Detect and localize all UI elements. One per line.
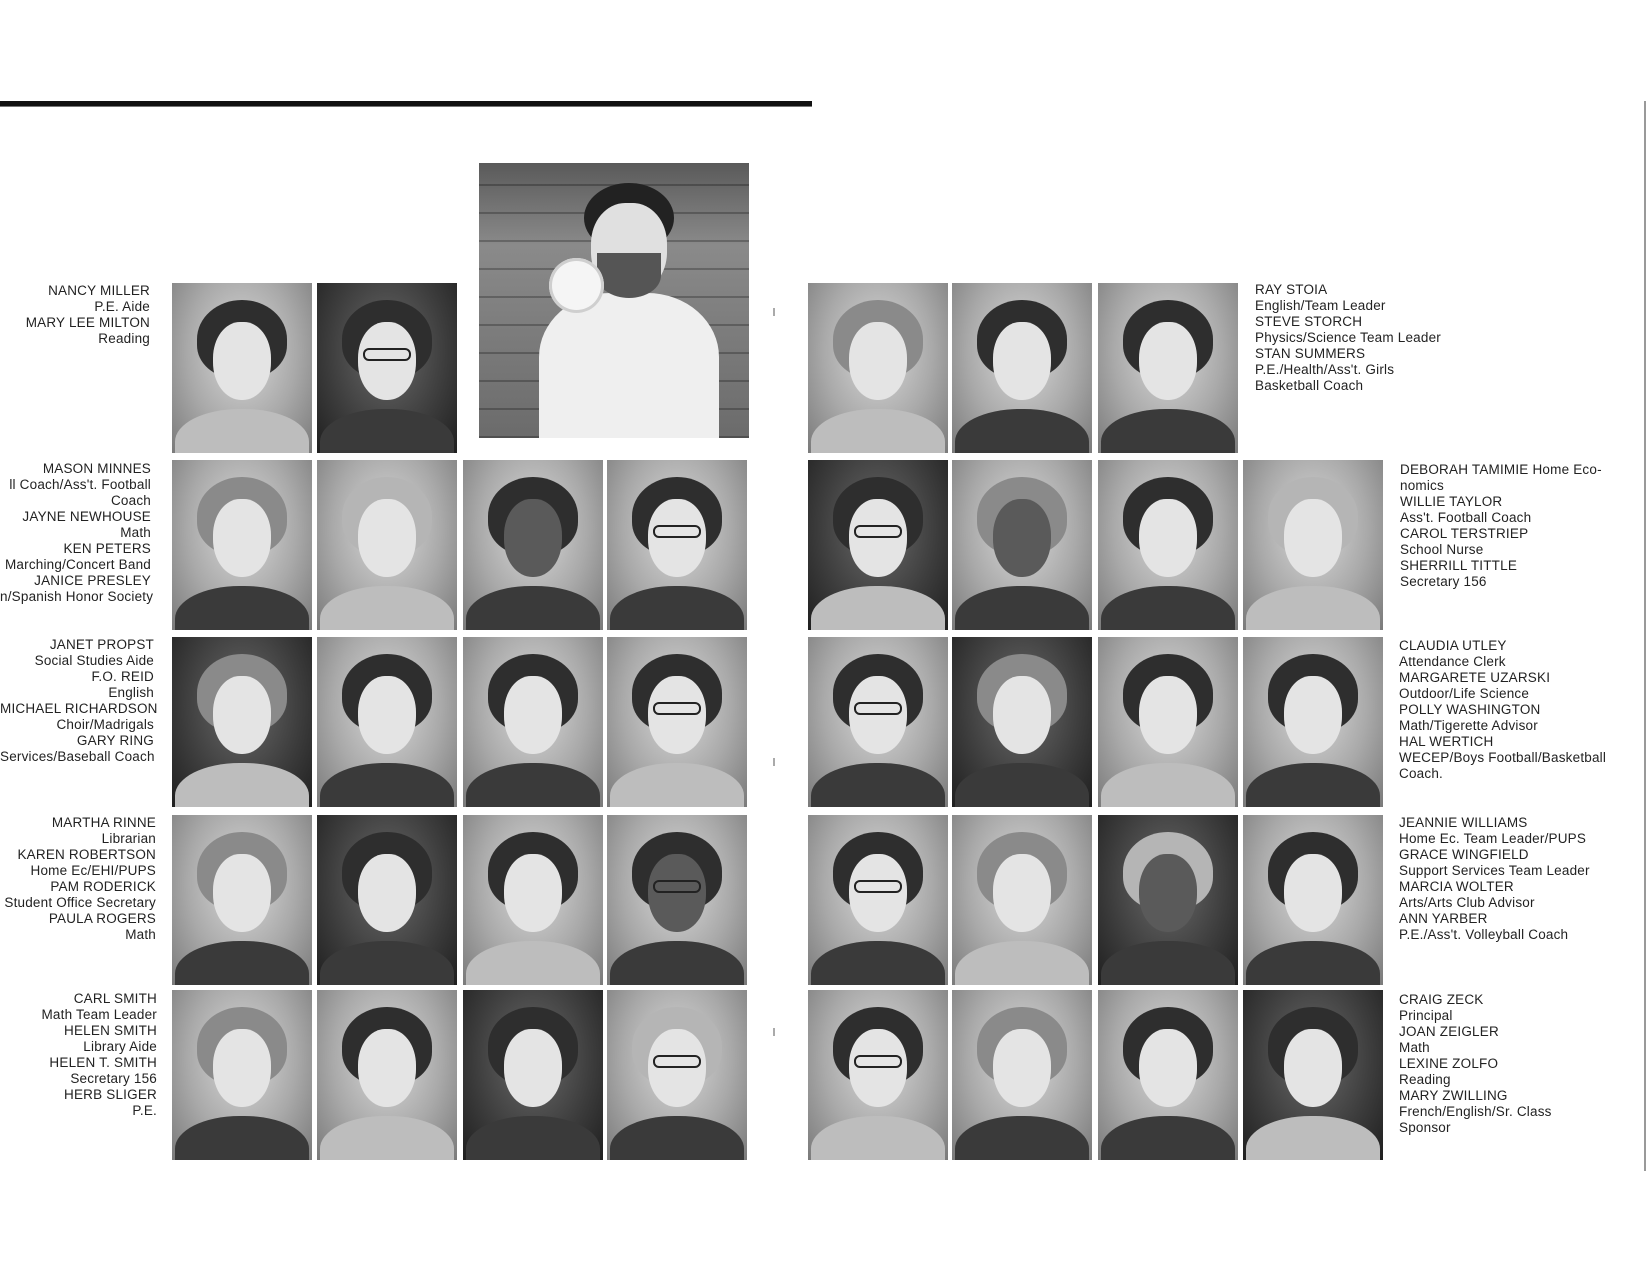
feature-photo — [479, 163, 749, 438]
caption-line: n/Spanish Honor Society — [0, 589, 154, 604]
portrait-photo — [1243, 815, 1383, 985]
caption-line: WECEP/Boys Football/Basketball — [1399, 750, 1607, 765]
portrait-photo — [317, 283, 457, 453]
caption-line: Reading — [1399, 1072, 1451, 1087]
gutter-mark — [773, 758, 775, 766]
caption-line: MARTHA RINNE — [51, 815, 156, 830]
caption-line: Librarian — [101, 831, 156, 846]
gutter-mark — [773, 308, 775, 316]
caption-line: Library Aide — [83, 1039, 157, 1054]
caption-line: NANCY MILLER — [48, 283, 150, 298]
portrait-photo — [952, 283, 1092, 453]
caption-block-right-row1 — [1255, 282, 1441, 394]
caption-line: MASON MINNES — [42, 461, 151, 476]
page-right-edge — [1644, 101, 1646, 1171]
caption-line: P.E./Ass't. Volleyball Coach — [1399, 927, 1569, 942]
flower-bouquet — [549, 258, 604, 313]
caption-line: STEVE STORCH — [1255, 314, 1363, 329]
caption-line: Coach. — [1399, 766, 1443, 781]
caption-line: CLAUDIA UTLEY — [1399, 638, 1507, 653]
caption-block-right-row3 — [1399, 638, 1606, 782]
caption-line: JAYNE NEWHOUSE — [22, 509, 151, 524]
portrait-photo — [172, 283, 312, 453]
caption-line: P.E./Health/Ass't. Girls — [1255, 362, 1395, 377]
portrait-photo — [172, 815, 312, 985]
caption-line: Marching/Concert Band — [4, 557, 151, 572]
caption-block-right-row4 — [1399, 815, 1590, 943]
portrait-photo — [1098, 637, 1238, 807]
caption-line: Outdoor/Life Science — [1399, 686, 1530, 701]
caption-block-left-row4 — [0, 815, 156, 943]
caption-line: Arts/Arts Club Advisor — [1399, 895, 1535, 910]
portrait-photo — [172, 460, 312, 630]
portrait-photo — [952, 815, 1092, 985]
portrait-photo — [952, 637, 1092, 807]
caption-line: P.E. — [132, 1103, 157, 1118]
caption-block-left-row5 — [0, 991, 157, 1119]
caption-block-left-row1 — [0, 283, 150, 347]
caption-line: Physics/Science Team Leader — [1255, 330, 1441, 345]
caption-line: English — [108, 685, 154, 700]
caption-line: Reading — [98, 331, 150, 346]
caption-line: Home Ec. Team Leader/PUPS — [1399, 831, 1587, 846]
caption-line: Math Team Leader — [41, 1007, 157, 1022]
caption-line: STAN SUMMERS — [1255, 346, 1366, 361]
caption-line: PAULA ROGERS — [48, 911, 156, 926]
caption-line: JEANNIE WILLIAMS — [1399, 815, 1528, 830]
caption-line: Student Office Secretary — [4, 895, 156, 910]
portrait-photo — [317, 815, 457, 985]
portrait-photo — [463, 815, 603, 985]
caption-line: WILLIE TAYLOR — [1400, 494, 1503, 509]
portrait-photo — [607, 460, 747, 630]
caption-line: GARY RING — [76, 733, 154, 748]
caption-line: PAM RODERICK — [50, 879, 156, 894]
portrait-photo — [607, 637, 747, 807]
caption-line: Principal — [1399, 1008, 1453, 1023]
caption-line: MICHAEL RICHARDSON — [0, 701, 158, 716]
portrait-photo — [808, 283, 948, 453]
portrait-photo — [952, 990, 1092, 1160]
portrait-photo — [317, 637, 457, 807]
caption-line: MARY LEE MILTON — [25, 315, 150, 330]
portrait-photo — [1098, 815, 1238, 985]
portrait-photo — [1243, 460, 1383, 630]
caption-line: Basketball Coach — [1255, 378, 1364, 393]
caption-line: HELEN SMITH — [64, 1023, 157, 1038]
portrait-photo — [808, 815, 948, 985]
caption-line: English/Team Leader — [1255, 298, 1386, 313]
portrait-photo — [607, 815, 747, 985]
caption-line: ANN YARBER — [1399, 911, 1488, 926]
caption-line: F.O. REID — [91, 669, 154, 684]
caption-line: nomics — [1400, 478, 1444, 493]
caption-block-right-row5 — [1399, 992, 1552, 1136]
portrait-photo — [317, 990, 457, 1160]
caption-line: HERB SLIGER — [64, 1087, 157, 1102]
caption-line: MARGARETE UZARSKI — [1399, 670, 1551, 685]
caption-block-right-row2 — [1400, 462, 1602, 590]
caption-line: Ass't. Football Coach — [1400, 510, 1532, 525]
page-top-rule-thin — [0, 106, 812, 107]
caption-line: SHERRILL TITTLE — [1400, 558, 1518, 573]
caption-line: Math/Tigerette Advisor — [1399, 718, 1538, 733]
caption-line: JOAN ZEIGLER — [1399, 1024, 1499, 1039]
caption-line: French/English/Sr. Class — [1399, 1104, 1552, 1119]
caption-line: HAL WERTICH — [1399, 734, 1494, 749]
caption-line: Secretary 156 — [70, 1071, 157, 1086]
caption-line: POLLY WASHINGTON — [1399, 702, 1541, 717]
caption-block-left-row3 — [0, 637, 158, 765]
portrait-photo — [463, 990, 603, 1160]
portrait-photo — [172, 990, 312, 1160]
caption-line: MARY ZWILLING — [1399, 1088, 1508, 1103]
portrait-photo — [808, 637, 948, 807]
gutter-mark — [773, 1028, 775, 1036]
caption-line: DEBORAH TAMIMIE Home Eco- — [1400, 462, 1602, 477]
portrait-photo — [808, 990, 948, 1160]
portrait-photo — [1098, 283, 1238, 453]
portrait-photo — [1098, 990, 1238, 1160]
portrait-photo — [317, 460, 457, 630]
portrait-photo — [172, 637, 312, 807]
caption-line: GRACE WINGFIELD — [1399, 847, 1529, 862]
portrait-photo — [952, 460, 1092, 630]
caption-line: CAROL TERSTRIEP — [1400, 526, 1529, 541]
caption-line: Choir/Madrigals — [56, 717, 154, 732]
caption-line: Coach — [110, 493, 151, 508]
portrait-photo — [607, 990, 747, 1160]
caption-line: KEN PETERS — [63, 541, 151, 556]
caption-line: MARCIA WOLTER — [1399, 879, 1514, 894]
caption-line: Math — [120, 525, 151, 540]
caption-line: CARL SMITH — [73, 991, 157, 1006]
portrait-photo — [1098, 460, 1238, 630]
caption-line: School Nurse — [1400, 542, 1484, 557]
caption-line: Social Studies Aide — [34, 653, 154, 668]
caption-line: Sponsor — [1399, 1120, 1451, 1135]
caption-line: RAY STOIA — [1255, 282, 1328, 297]
caption-line: JANICE PRESLEY — [34, 573, 151, 588]
caption-line: HELEN T. SMITH — [49, 1055, 157, 1070]
caption-line: Support Services Team Leader — [1399, 863, 1590, 878]
caption-line: JANET PROPST — [49, 637, 154, 652]
portrait-photo — [1243, 990, 1383, 1160]
portrait-photo — [808, 460, 948, 630]
caption-line: Math — [1399, 1040, 1430, 1055]
portrait-photo — [463, 637, 603, 807]
caption-line: Attendance Clerk — [1399, 654, 1506, 669]
caption-line: CRAIG ZECK — [1399, 992, 1484, 1007]
caption-line: P.E. Aide — [94, 299, 150, 314]
caption-line: Home Ec/EHI/PUPS — [30, 863, 156, 878]
caption-line: ll Coach/Ass't. Football — [9, 477, 151, 492]
caption-line: Secretary 156 — [1400, 574, 1487, 589]
caption-line: Services/Baseball Coach — [0, 749, 155, 764]
caption-line: KAREN ROBERTSON — [17, 847, 156, 862]
caption-block-left-row2 — [0, 461, 154, 605]
caption-line: Math — [125, 927, 156, 942]
portrait-photo — [463, 460, 603, 630]
caption-line: LEXINE ZOLFO — [1399, 1056, 1499, 1071]
portrait-photo — [1243, 637, 1383, 807]
